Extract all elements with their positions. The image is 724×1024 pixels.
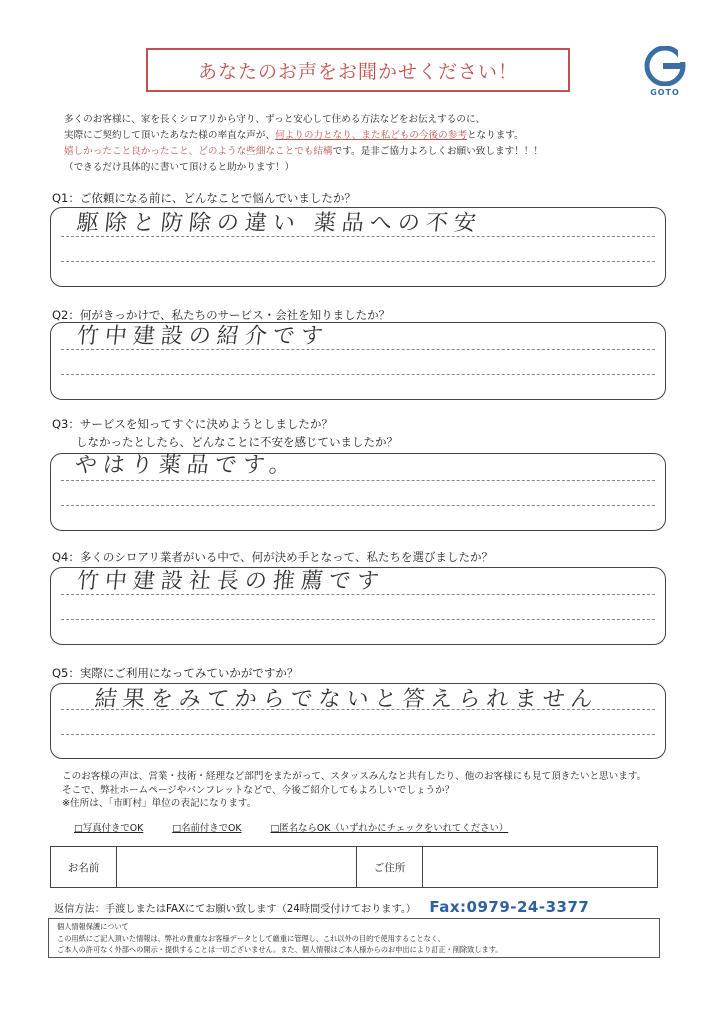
question-1-label: Q1：ご依頼になる前に、どんなことで悩んでいましたか？: [52, 191, 356, 205]
intro-line-3a: 嬉しかったこと良かったこと、どのような些細なことでも結構: [64, 146, 333, 157]
answer-1-handwriting: 駆除と防除の違い 薬品への不安: [75, 211, 484, 236]
reply-text: 返信方法：手渡しまたはFAXにてお願い致します（24時間受付けております。）: [54, 904, 417, 915]
question-4-label: Q4：多くのシロアリ業者がいる中で、何が決め手となって、私たちを選びましたか？: [52, 550, 493, 564]
intro-line-4: （できるだけ具体的に書いて頂けると助かります！）: [64, 162, 295, 173]
goto-logo: [640, 46, 690, 100]
answer-3-handwriting: やはり薬品です。: [73, 453, 299, 478]
answer-5-handwriting: 結果をみてからでないと答えられません: [93, 687, 600, 712]
answer-line: [61, 261, 655, 262]
contact-table: [50, 846, 658, 888]
address-label: ご住所: [357, 847, 423, 887]
intro-line-3b: です。是非ご協力よろしくお願い致します！！！: [332, 146, 543, 157]
answer-line: [61, 619, 655, 620]
answer-line: [61, 374, 655, 375]
question-3-label-2: しなかったとしたら、どんなことに不安を感じていましたか？: [76, 435, 398, 449]
answer-line: [61, 734, 655, 735]
fax-number: Fax:0979-24-3377: [429, 898, 590, 916]
address-field[interactable]: [423, 847, 657, 887]
answer-line: [61, 480, 655, 481]
answer-box-2[interactable]: [50, 322, 666, 400]
question-3-label: Q3：サービスを知ってすぐに決めようとしましたか？: [52, 417, 333, 431]
consent-photo-checkbox[interactable]: □写真付きでOK: [74, 823, 144, 834]
question-5-label: Q5：実際にご利用になってみていかがですか？: [52, 666, 299, 680]
answer-box-5[interactable]: [50, 683, 666, 759]
answer-box-3[interactable]: [50, 453, 666, 531]
intro-text: [64, 112, 704, 176]
privacy-notice: [48, 918, 660, 958]
privacy-line-2: この用紙にご記入頂いた情報は、弊社の貴重なお客様データとして厳重に管理し、これ以外の目的で使用することなく、: [57, 933, 445, 943]
notes-line-1: このお客様の声は、営業・技術・経理など部門をまたがって、スタッスみんなと共有したり、他のお客様にも見て頂きたいと思います。: [62, 771, 647, 782]
name-field[interactable]: [117, 847, 357, 887]
consent-anonymous-checkbox[interactable]: □匿名ならOK（いずれかにチェックをいれてください）: [270, 823, 509, 834]
privacy-line-3: ご本人の許可なく外部への開示・提供することは一切ございません。また、個人情報はご本人様からのお申出により訂正・削除致します。: [57, 945, 503, 954]
answer-line: [61, 505, 655, 506]
answer-2-handwriting: 竹中建設の紹介です: [75, 324, 331, 349]
intro-line-2: [64, 128, 704, 144]
reply-method: [54, 898, 589, 916]
goto-logo-mark-icon: [640, 46, 690, 86]
consent-options: [74, 820, 534, 834]
answer-box-1[interactable]: [50, 207, 666, 287]
intro-line-1: 多くのお客様に、家を長くシロアリから守り、ずっと安心して住める方法などをお伝えするのに、: [64, 114, 486, 125]
consent-name-checkbox[interactable]: □名前付きでOK: [172, 823, 242, 834]
notes-line-2: そこで、弊社ホームページやパンフレットなどで、今後ご紹介してもよろしいでしょうか？: [62, 784, 455, 796]
intro-line-3: [64, 144, 704, 160]
privacy-line-1: 個人情報保護について: [57, 922, 129, 931]
notes-line-3: ※住所は、「市町村」単位の表記になります。: [62, 798, 257, 809]
usage-notes: [62, 770, 702, 811]
question-2-label: Q2：何がきっかけで、私たちのサービス・会社を知りましたか？: [52, 308, 391, 322]
name-label: お名前: [51, 847, 117, 887]
intro-line-2c: となります。: [466, 130, 524, 141]
survey-title: あなたのお声をお聞かせください！: [146, 48, 570, 92]
answer-4-handwriting: 竹中建設社長の推薦です: [75, 569, 387, 594]
intro-line-2b: 何よりの力となり、また私どもの今後の参考: [275, 130, 467, 141]
intro-line-2a: 実際にご契約して頂いたあなた様の率直な声が、: [64, 130, 276, 141]
answer-box-4[interactable]: [50, 567, 666, 645]
logo-text: GOTO: [650, 88, 680, 97]
